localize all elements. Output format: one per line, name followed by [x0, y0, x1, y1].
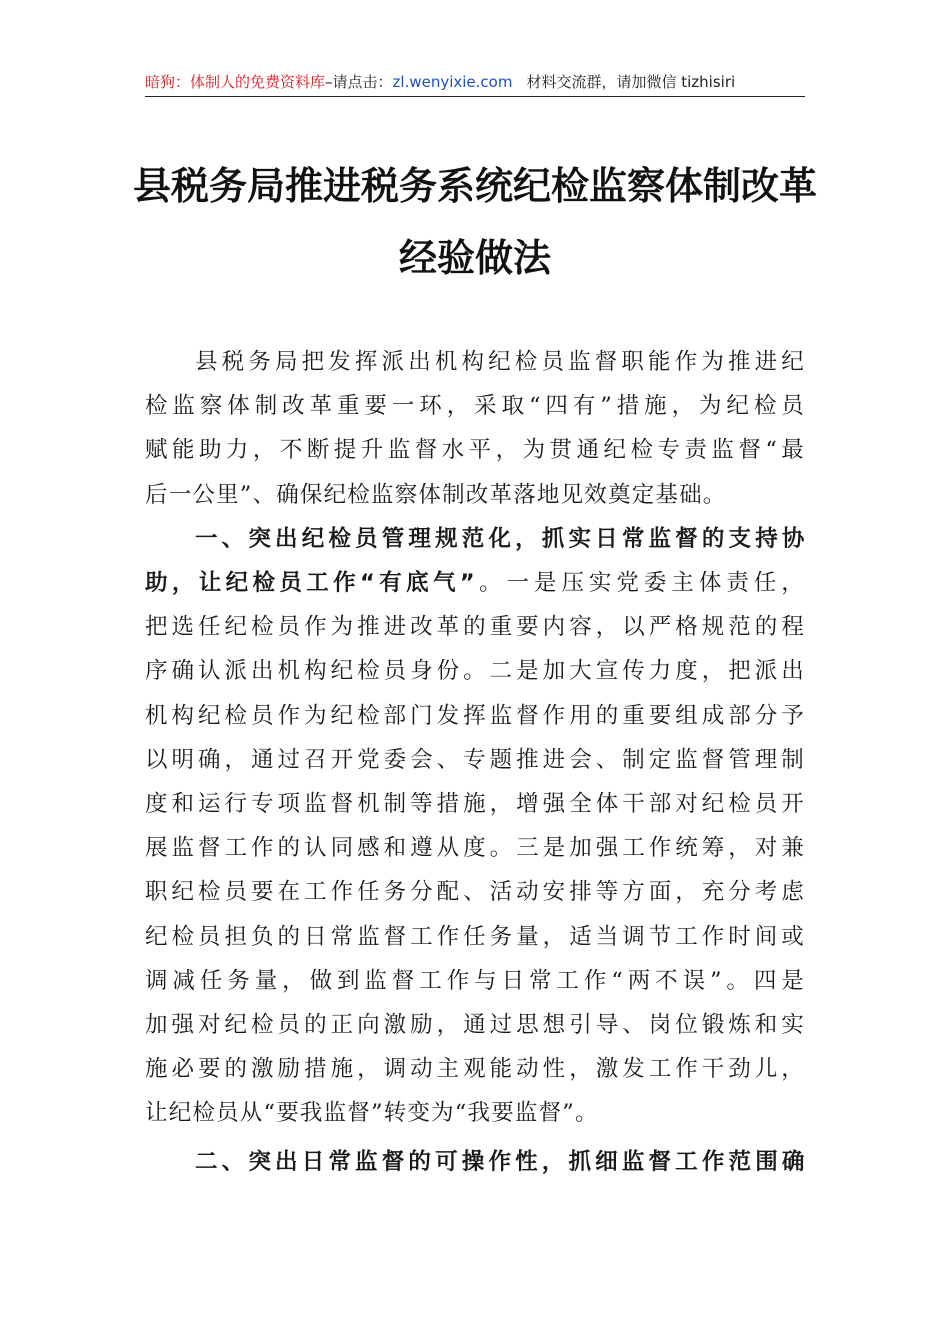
header-click-text: –请点击： — [325, 73, 393, 91]
section-1-heading-line-2 — [145, 561, 805, 605]
section-1-line: 纪检员担负的日常监督工作任务量，适当调节工作时间或 — [145, 923, 805, 950]
section-1-line: 职纪检员要在工作任务分配、活动安排等方面，充分考虑 — [145, 879, 805, 906]
page-header — [145, 68, 805, 97]
section-1-line: 让纪检员从“要我监督”转变为“我要监督”。 — [145, 1100, 599, 1127]
section-2-heading-line: 二、突出日常监督的可操作性，抓细监督工作范围确 — [195, 1148, 805, 1175]
section-1-line: 施必要的激励措施，调动主观能动性，激发工作干劲儿， — [145, 1056, 805, 1083]
section-1-heading-line: 一、突出纪检员管理规范化，抓实日常监督的支持协 — [195, 525, 805, 552]
section-1-paragraph — [145, 517, 805, 1136]
title-line-2: 经验做法 — [398, 235, 551, 280]
section-1-line: 以明确，通过召开党委会、专题推进会、制定监督管理制 — [145, 746, 805, 773]
section-1-line: 度和运行专项监督机制等措施，增强全体干部对纪检员开 — [145, 791, 805, 818]
intro-paragraph — [145, 340, 805, 517]
section-1-line: 调减任务量，做到监督工作与日常工作“两不误”。四是 — [145, 967, 805, 994]
header-url-link[interactable]: zl.wenyixie.com — [392, 73, 513, 91]
section-1-line: 把选任纪检员作为推进改革的重要内容，以严格规范的程 — [145, 614, 805, 641]
title-line-1: 县税务局推进税务系统纪检监察体制改革 — [132, 163, 817, 208]
section-1-line: 展监督工作的认同感和遵从度。三是加强工作统筹，对兼 — [145, 835, 805, 862]
intro-line: 县税务局把发挥派出机构纪检员监督职能作为推进纪 — [195, 349, 805, 375]
section-1-line: 机构纪检员作为纪检部门发挥监督作用的重要组成部分予 — [145, 702, 805, 729]
intro-line: 赋能助力，不断提升监督水平，为贯通纪检专责监督“最 — [145, 437, 805, 464]
intro-line: 后一公里”、确保纪检监察体制改革落地见效奠定基础。 — [145, 481, 727, 508]
section-2-paragraph — [145, 1140, 805, 1184]
header-brand-text: 暗狗：体制人的免费资料库 — [145, 73, 326, 91]
section-1-heading-rest: 。一是压实党委主体责任， — [475, 570, 805, 597]
document-title — [130, 150, 820, 294]
intro-line: 检监察体制改革重要一环，采取“四有”措施，为纪检员 — [145, 393, 805, 420]
header-wechat-text: 材料交流群，请加微信 tizhisiri — [526, 73, 736, 91]
section-1-line: 序确认派出机构纪检员身份。二是加大宣传力度，把派出 — [145, 658, 805, 685]
document-body — [145, 340, 805, 1184]
section-1-heading-bold: 助，让纪检员工作“有底气” — [145, 570, 476, 597]
section-1-line: 加强对纪检员的正向激励，通过思想引导、岗位锻炼和实 — [145, 1012, 805, 1039]
